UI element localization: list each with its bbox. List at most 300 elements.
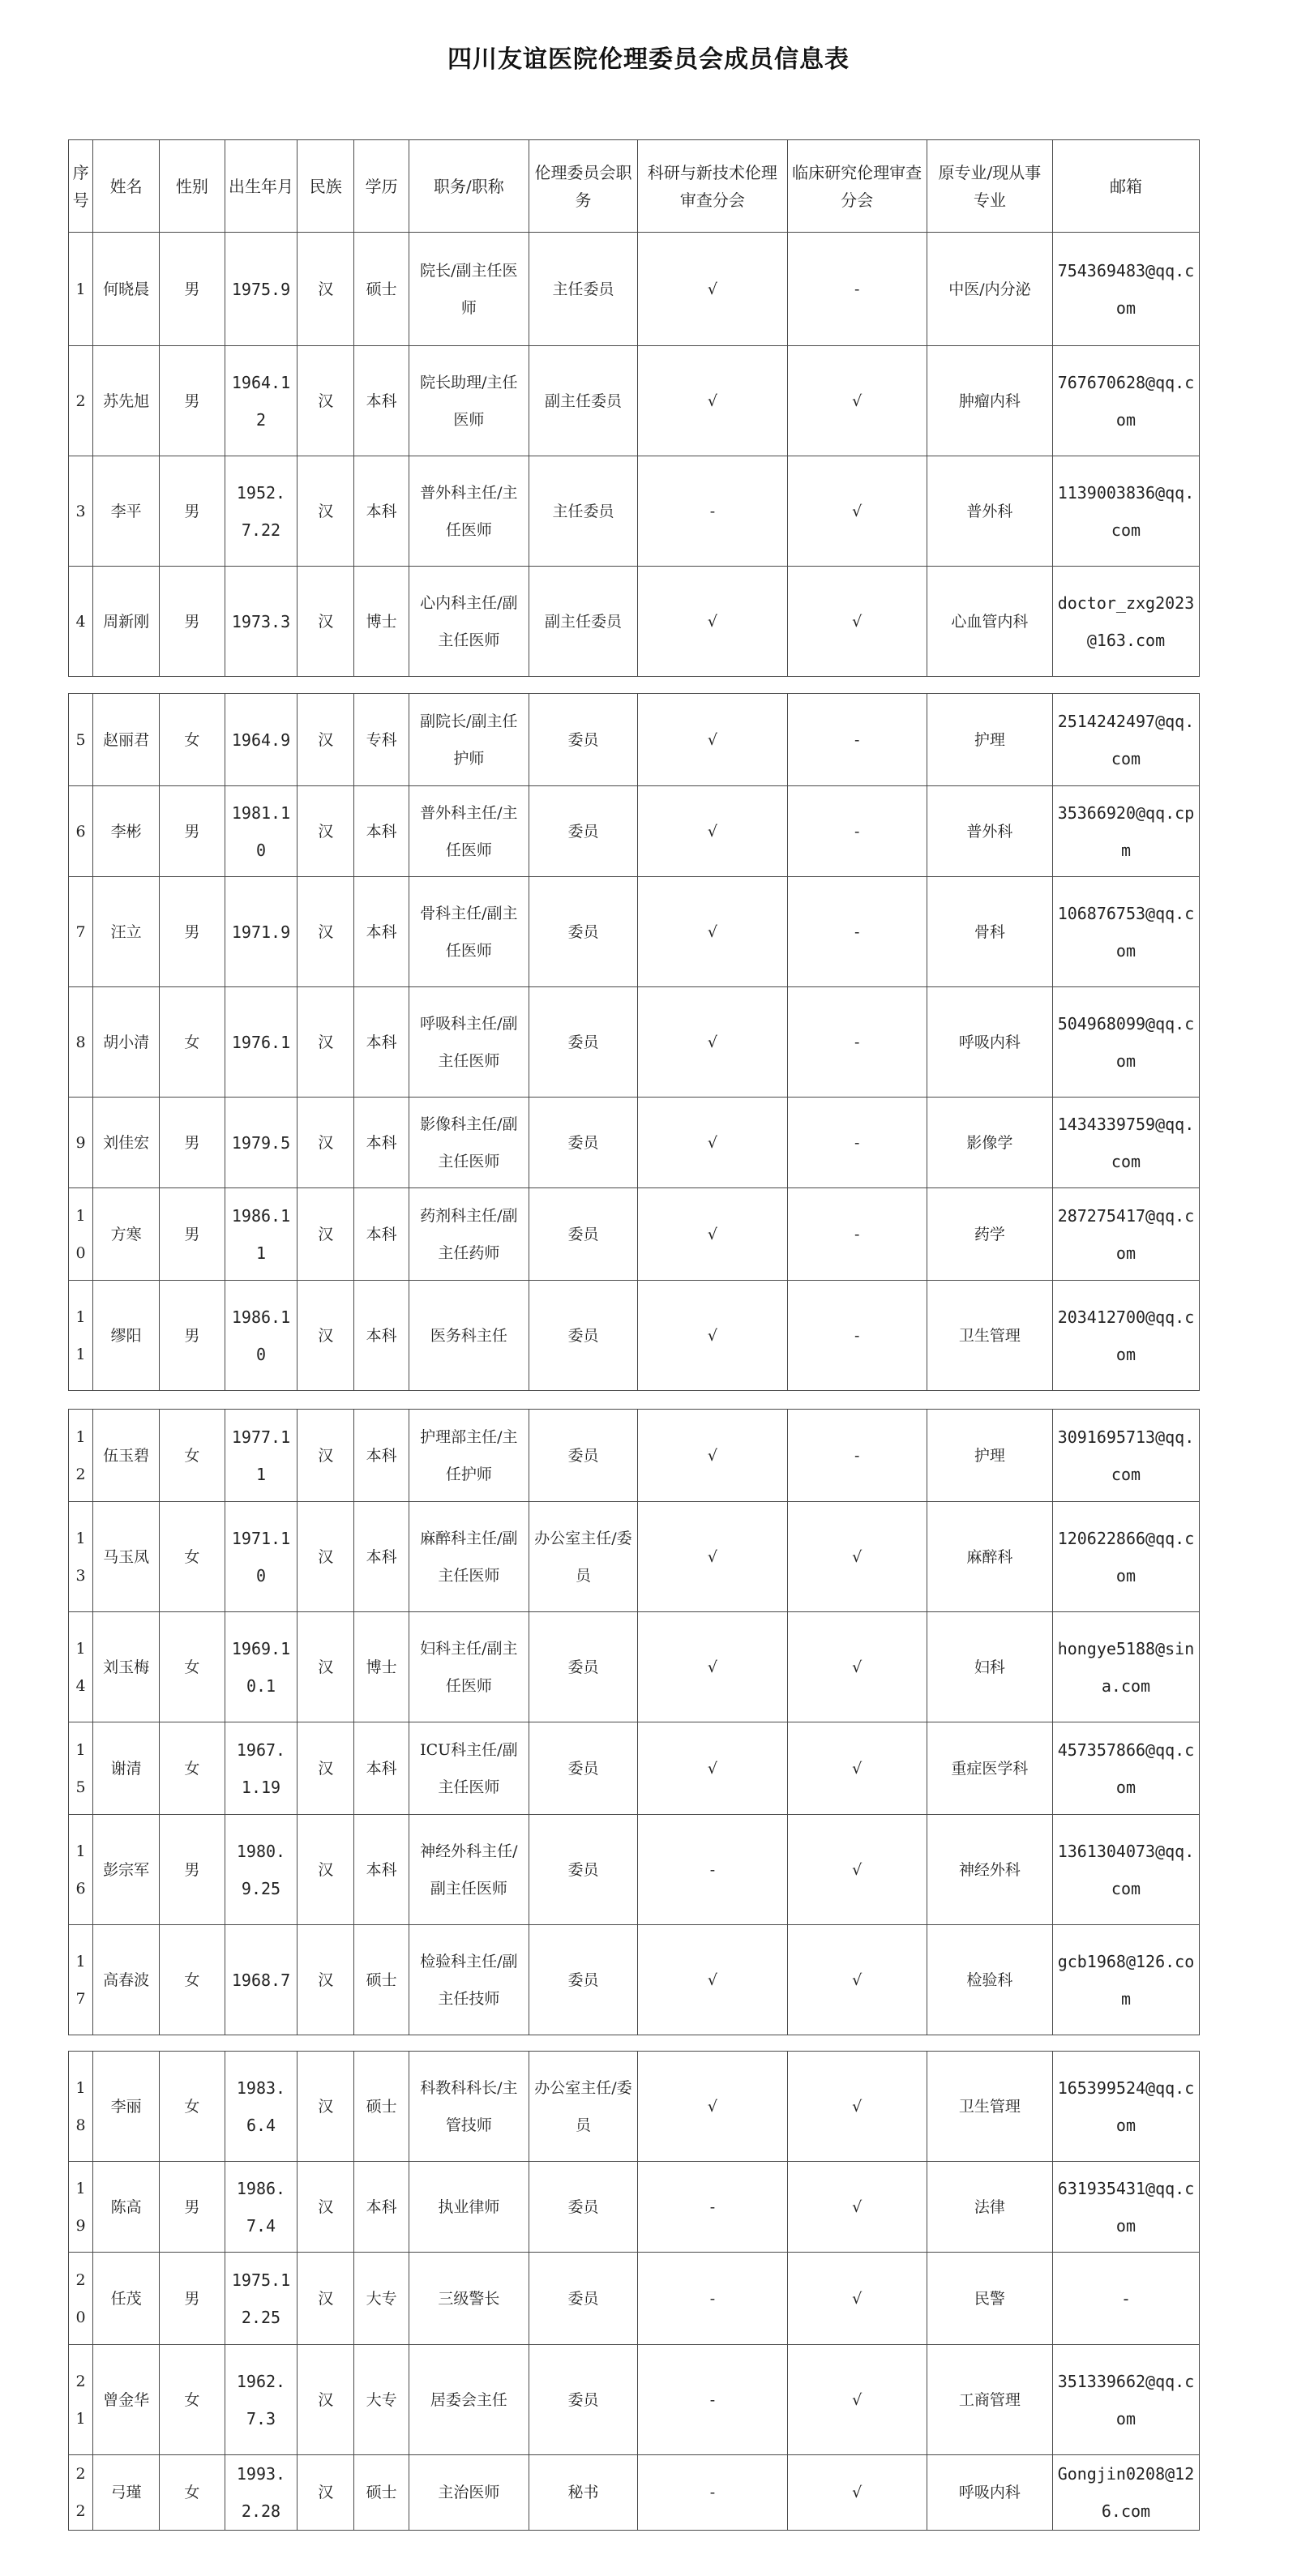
cell-ethnicity: 汉 [297,786,354,877]
cell-gender: 女 [160,1925,225,2035]
cell-clinical-subcommittee: - [787,1410,927,1502]
cell-seq: 14 [69,1612,93,1722]
cell-specialty: 药学 [927,1188,1052,1281]
cell-specialty: 护理 [927,1410,1052,1502]
cell-birth: 1973.3 [225,567,297,677]
cell-education: 硕士 [354,2455,409,2531]
table-row [69,1410,1200,1502]
member-table-section-1 [68,139,1200,677]
cell-specialty: 卫生管理 [927,2052,1052,2162]
cell-clinical-subcommittee: √ [787,2345,927,2455]
cell-research-subcommittee: √ [638,694,787,786]
cell-birth: 1969.10.1 [225,1612,297,1722]
cell-specialty: 检验科 [927,1925,1052,2035]
cell-research-subcommittee: √ [638,2052,787,2162]
cell-position: 院长助理/主任医师 [409,346,529,456]
table-row [69,233,1200,346]
cell-ethics-role: 副主任委员 [529,567,638,677]
cell-ethnicity: 汉 [297,346,354,456]
cell-name: 刘玉梅 [93,1612,160,1722]
member-table-section-2 [68,693,1200,1391]
cell-gender: 男 [160,2253,225,2345]
cell-gender: 男 [160,1098,225,1188]
table-row [69,346,1200,456]
cell-education: 本科 [354,1098,409,1188]
cell-research-subcommittee: √ [638,1281,787,1391]
cell-gender: 女 [160,987,225,1098]
cell-specialty: 神经外科 [927,1815,1052,1925]
table-header-row [69,140,1200,233]
cell-specialty: 影像学 [927,1098,1052,1188]
table-row [69,1815,1200,1925]
cell-seq: 2 [69,346,93,456]
cell-clinical-subcommittee: √ [787,346,927,456]
table-row [69,2253,1200,2345]
cell-name: 何晓晨 [93,233,160,346]
cell-education: 本科 [354,1722,409,1815]
cell-education: 本科 [354,1502,409,1612]
cell-gender: 男 [160,2162,225,2253]
cell-ethnicity: 汉 [297,567,354,677]
cell-gender: 男 [160,456,225,567]
cell-birth: 1952.7.22 [225,456,297,567]
cell-birth: 1975.12.25 [225,2253,297,2345]
table-row [69,1722,1200,1815]
cell-seq: 15 [69,1722,93,1815]
cell-position: 主治医师 [409,2455,529,2531]
cell-name: 马玉凤 [93,1502,160,1612]
cell-clinical-subcommittee: - [787,1188,927,1281]
cell-ethnicity: 汉 [297,233,354,346]
cell-name: 任茂 [93,2253,160,2345]
cell-email: 106876753@qq.com [1052,877,1199,987]
header-seq: 序号 [69,140,93,233]
cell-research-subcommittee: - [638,2345,787,2455]
cell-email: 631935431@qq.com [1052,2162,1199,2253]
cell-ethics-role: 委员 [529,1281,638,1391]
cell-name: 李彬 [93,786,160,877]
cell-email: 203412700@qq.com [1052,1281,1199,1391]
cell-ethics-role: 委员 [529,2162,638,2253]
cell-name: 汪立 [93,877,160,987]
cell-clinical-subcommittee: √ [787,567,927,677]
header-research-subcommittee: 科研与新技术伦理审查分会 [638,140,787,233]
cell-research-subcommittee: √ [638,1612,787,1722]
cell-position: 科教科科长/主管技师 [409,2052,529,2162]
cell-specialty: 妇科 [927,1612,1052,1722]
cell-position: 居委会主任 [409,2345,529,2455]
cell-seq: 22 [69,2455,93,2531]
cell-ethnicity: 汉 [297,1502,354,1612]
cell-birth: 1986.7.4 [225,2162,297,2253]
cell-gender: 男 [160,233,225,346]
cell-gender: 男 [160,877,225,987]
cell-gender: 女 [160,1612,225,1722]
cell-seq: 8 [69,987,93,1098]
cell-ethnicity: 汉 [297,1281,354,1391]
cell-education: 本科 [354,456,409,567]
cell-ethics-role: 委员 [529,987,638,1098]
header-clinical-subcommittee: 临床研究伦理审查分会 [787,140,927,233]
cell-email: 165399524@qq.com [1052,2052,1199,2162]
table-row [69,1188,1200,1281]
cell-ethnicity: 汉 [297,987,354,1098]
cell-research-subcommittee: - [638,1815,787,1925]
cell-clinical-subcommittee: - [787,877,927,987]
cell-education: 本科 [354,987,409,1098]
cell-clinical-subcommittee: √ [787,2253,927,2345]
cell-clinical-subcommittee: √ [787,1815,927,1925]
cell-email: Gongjin0208@126.com [1052,2455,1199,2531]
cell-birth: 1967.1.19 [225,1722,297,1815]
cell-seq: 5 [69,694,93,786]
cell-name: 胡小清 [93,987,160,1098]
cell-education: 硕士 [354,1925,409,2035]
cell-clinical-subcommittee: - [787,786,927,877]
cell-position: 呼吸科主任/副主任医师 [409,987,529,1098]
header-ethics-role: 伦理委员会职务 [529,140,638,233]
cell-birth: 1968.7 [225,1925,297,2035]
cell-clinical-subcommittee: - [787,694,927,786]
cell-birth: 1964.9 [225,694,297,786]
cell-gender: 女 [160,2455,225,2531]
cell-seq: 16 [69,1815,93,1925]
table-row [69,1612,1200,1722]
cell-position: 影像科主任/副主任医师 [409,1098,529,1188]
cell-specialty: 普外科 [927,786,1052,877]
cell-email: 767670628@qq.com [1052,346,1199,456]
cell-gender: 男 [160,567,225,677]
cell-email: 457357866@qq.com [1052,1722,1199,1815]
page-title: 四川友谊医院伦理委员会成员信息表 [447,45,850,74]
cell-position: ICU科主任/副主任医师 [409,1722,529,1815]
cell-clinical-subcommittee: √ [787,2162,927,2253]
cell-ethnicity: 汉 [297,1722,354,1815]
table-row [69,2052,1200,2162]
cell-clinical-subcommittee: √ [787,1925,927,2035]
cell-birth: 1986.11 [225,1188,297,1281]
cell-name: 周新刚 [93,567,160,677]
cell-seq: 3 [69,456,93,567]
cell-ethics-role: 主任委员 [529,456,638,567]
cell-email: 2514242497@qq.com [1052,694,1199,786]
cell-seq: 6 [69,786,93,877]
cell-name: 赵丽君 [93,694,160,786]
cell-email: 120622866@qq.com [1052,1502,1199,1612]
table-row [69,877,1200,987]
cell-research-subcommittee: √ [638,1722,787,1815]
cell-clinical-subcommittee: √ [787,2052,927,2162]
cell-birth: 1981.10 [225,786,297,877]
cell-name: 彭宗军 [93,1815,160,1925]
cell-email: doctor_zxg2023@163.com [1052,567,1199,677]
cell-email: 3091695713@qq.com [1052,1410,1199,1502]
cell-research-subcommittee: √ [638,786,787,877]
cell-name: 曾金华 [93,2345,160,2455]
cell-birth: 1964.12 [225,346,297,456]
cell-specialty: 民警 [927,2253,1052,2345]
cell-specialty: 法律 [927,2162,1052,2253]
cell-ethnicity: 汉 [297,2455,354,2531]
cell-birth: 1962.7.3 [225,2345,297,2455]
cell-ethics-role: 委员 [529,2345,638,2455]
cell-position: 药剂科主任/副主任药师 [409,1188,529,1281]
cell-ethnicity: 汉 [297,1098,354,1188]
table-row [69,1098,1200,1188]
cell-position: 神经外科主任/副主任医师 [409,1815,529,1925]
cell-specialty: 骨科 [927,877,1052,987]
cell-gender: 男 [160,786,225,877]
cell-email: - [1052,2253,1199,2345]
cell-research-subcommittee: √ [638,567,787,677]
header-position: 职务/职称 [409,140,529,233]
cell-education: 本科 [354,786,409,877]
cell-research-subcommittee: √ [638,1925,787,2035]
header-specialty: 原专业/现从事专业 [927,140,1052,233]
cell-position: 院长/副主任医师 [409,233,529,346]
cell-seq: 21 [69,2345,93,2455]
cell-email: 287275417@qq.com [1052,1188,1199,1281]
cell-ethics-role: 主任委员 [529,233,638,346]
cell-research-subcommittee: √ [638,1188,787,1281]
cell-birth: 1986.10 [225,1281,297,1391]
cell-ethics-role: 秘书 [529,2455,638,2531]
cell-ethics-role: 委员 [529,786,638,877]
table-row [69,2455,1200,2531]
cell-seq: 18 [69,2052,93,2162]
cell-specialty: 中医/内分泌 [927,233,1052,346]
cell-seq: 19 [69,2162,93,2253]
cell-seq: 13 [69,1502,93,1612]
header-ethnicity: 民族 [297,140,354,233]
table-row [69,2162,1200,2253]
cell-specialty: 卫生管理 [927,1281,1052,1391]
cell-gender: 女 [160,694,225,786]
cell-birth: 1976.1 [225,987,297,1098]
cell-specialty: 呼吸内科 [927,987,1052,1098]
cell-name: 刘佳宏 [93,1098,160,1188]
cell-education: 本科 [354,1815,409,1925]
member-table-section-4 [68,2051,1200,2531]
cell-specialty: 心血管内科 [927,567,1052,677]
cell-position: 心内科主任/副主任医师 [409,567,529,677]
cell-name: 高春波 [93,1925,160,2035]
cell-ethnicity: 汉 [297,1925,354,2035]
header-education: 学历 [354,140,409,233]
cell-name: 李丽 [93,2052,160,2162]
table-row [69,567,1200,677]
cell-ethics-role: 副主任委员 [529,346,638,456]
cell-position: 骨科主任/副主任医师 [409,877,529,987]
cell-ethnicity: 汉 [297,694,354,786]
cell-seq: 20 [69,2253,93,2345]
cell-email: 504968099@qq.com [1052,987,1199,1098]
cell-name: 苏先旭 [93,346,160,456]
cell-research-subcommittee: √ [638,1502,787,1612]
cell-birth: 1980.9.25 [225,1815,297,1925]
table-row [69,2345,1200,2455]
cell-seq: 17 [69,1925,93,2035]
cell-research-subcommittee: - [638,2162,787,2253]
cell-clinical-subcommittee: - [787,1281,927,1391]
cell-birth: 1971.10 [225,1502,297,1612]
cell-research-subcommittee: √ [638,233,787,346]
cell-gender: 女 [160,1502,225,1612]
cell-name: 伍玉碧 [93,1410,160,1502]
cell-research-subcommittee: √ [638,877,787,987]
table-row [69,1281,1200,1391]
cell-education: 大专 [354,2345,409,2455]
cell-specialty: 普外科 [927,456,1052,567]
cell-education: 本科 [354,2162,409,2253]
cell-education: 大专 [354,2253,409,2345]
cell-specialty: 护理 [927,694,1052,786]
table-row [69,456,1200,567]
cell-name: 谢清 [93,1722,160,1815]
cell-research-subcommittee: - [638,456,787,567]
cell-seq: 11 [69,1281,93,1391]
cell-ethnicity: 汉 [297,1815,354,1925]
cell-email: 351339662@qq.com [1052,2345,1199,2455]
cell-ethnicity: 汉 [297,1188,354,1281]
cell-ethics-role: 办公室主任/委员 [529,1502,638,1612]
header-name: 姓名 [93,140,160,233]
cell-birth: 1971.9 [225,877,297,987]
cell-clinical-subcommittee: - [787,233,927,346]
cell-research-subcommittee: - [638,2253,787,2345]
cell-ethnicity: 汉 [297,877,354,987]
cell-education: 博士 [354,1612,409,1722]
cell-education: 本科 [354,1410,409,1502]
cell-ethnicity: 汉 [297,456,354,567]
cell-position: 普外科主任/主任医师 [409,786,529,877]
cell-position: 麻醉科主任/副主任医师 [409,1502,529,1612]
cell-clinical-subcommittee: √ [787,456,927,567]
cell-seq: 4 [69,567,93,677]
cell-gender: 女 [160,1722,225,1815]
cell-ethics-role: 委员 [529,1722,638,1815]
cell-position: 护理部主任/主任护师 [409,1410,529,1502]
cell-name: 弓瑾 [93,2455,160,2531]
cell-position: 医务科主任 [409,1281,529,1391]
cell-research-subcommittee: √ [638,346,787,456]
cell-name: 陈高 [93,2162,160,2253]
cell-specialty: 重症医学科 [927,1722,1052,1815]
cell-birth: 1975.9 [225,233,297,346]
cell-gender: 男 [160,1281,225,1391]
table-row [69,694,1200,786]
cell-birth: 1993.2.28 [225,2455,297,2531]
cell-ethics-role: 委员 [529,1188,638,1281]
cell-gender: 男 [160,1815,225,1925]
table-row [69,1502,1200,1612]
cell-ethics-role: 委员 [529,1612,638,1722]
cell-ethics-role: 办公室主任/委员 [529,2052,638,2162]
cell-gender: 男 [160,1188,225,1281]
cell-ethics-role: 委员 [529,1925,638,2035]
cell-gender: 女 [160,1410,225,1502]
cell-email: hongye5188@sina.com [1052,1612,1199,1722]
cell-seq: 1 [69,233,93,346]
cell-specialty: 肿瘤内科 [927,346,1052,456]
cell-seq: 7 [69,877,93,987]
cell-education: 专科 [354,694,409,786]
cell-research-subcommittee: √ [638,987,787,1098]
cell-clinical-subcommittee: - [787,1098,927,1188]
cell-email: 1434339759@qq.com [1052,1098,1199,1188]
cell-research-subcommittee: - [638,2455,787,2531]
cell-email: 35366920@qq.cpm [1052,786,1199,877]
cell-seq: 12 [69,1410,93,1502]
cell-email: 1361304073@qq.com [1052,1815,1199,1925]
cell-clinical-subcommittee: √ [787,1722,927,1815]
cell-ethnicity: 汉 [297,2345,354,2455]
cell-clinical-subcommittee: √ [787,2455,927,2531]
cell-ethnicity: 汉 [297,2162,354,2253]
cell-gender: 女 [160,2345,225,2455]
cell-education: 本科 [354,1281,409,1391]
cell-ethics-role: 委员 [529,1815,638,1925]
table-row [69,786,1200,877]
cell-position: 副院长/副主任护师 [409,694,529,786]
cell-name: 缪阳 [93,1281,160,1391]
header-birth: 出生年月 [225,140,297,233]
cell-position: 妇科主任/副主任医师 [409,1612,529,1722]
member-table-section-3 [68,1409,1200,2035]
cell-seq: 10 [69,1188,93,1281]
table-row [69,987,1200,1098]
cell-education: 博士 [354,567,409,677]
cell-email: 1139003836@qq.com [1052,456,1199,567]
cell-email: 754369483@qq.com [1052,233,1199,346]
table-row [69,1925,1200,2035]
cell-specialty: 麻醉科 [927,1502,1052,1612]
cell-gender: 男 [160,346,225,456]
cell-clinical-subcommittee: √ [787,1502,927,1612]
cell-ethnicity: 汉 [297,2253,354,2345]
header-email: 邮箱 [1052,140,1199,233]
cell-seq: 9 [69,1098,93,1188]
cell-education: 本科 [354,877,409,987]
cell-ethics-role: 委员 [529,694,638,786]
cell-ethnicity: 汉 [297,1410,354,1502]
cell-ethnicity: 汉 [297,2052,354,2162]
cell-ethics-role: 委员 [529,1098,638,1188]
header-gender: 性别 [160,140,225,233]
cell-name: 李平 [93,456,160,567]
cell-education: 硕士 [354,233,409,346]
cell-education: 本科 [354,346,409,456]
cell-research-subcommittee: √ [638,1410,787,1502]
cell-birth: 1979.5 [225,1098,297,1188]
cell-birth: 1977.11 [225,1410,297,1502]
cell-position: 执业律师 [409,2162,529,2253]
cell-clinical-subcommittee: √ [787,1612,927,1722]
cell-position: 普外科主任/主任医师 [409,456,529,567]
cell-education: 硕士 [354,2052,409,2162]
cell-specialty: 工商管理 [927,2345,1052,2455]
cell-position: 检验科主任/副主任技师 [409,1925,529,2035]
cell-specialty: 呼吸内科 [927,2455,1052,2531]
cell-ethics-role: 委员 [529,2253,638,2345]
cell-education: 本科 [354,1188,409,1281]
cell-ethics-role: 委员 [529,1410,638,1502]
cell-clinical-subcommittee: - [787,987,927,1098]
cell-ethnicity: 汉 [297,1612,354,1722]
cell-gender: 女 [160,2052,225,2162]
cell-email: gcb1968@126.com [1052,1925,1199,2035]
cell-name: 方寒 [93,1188,160,1281]
